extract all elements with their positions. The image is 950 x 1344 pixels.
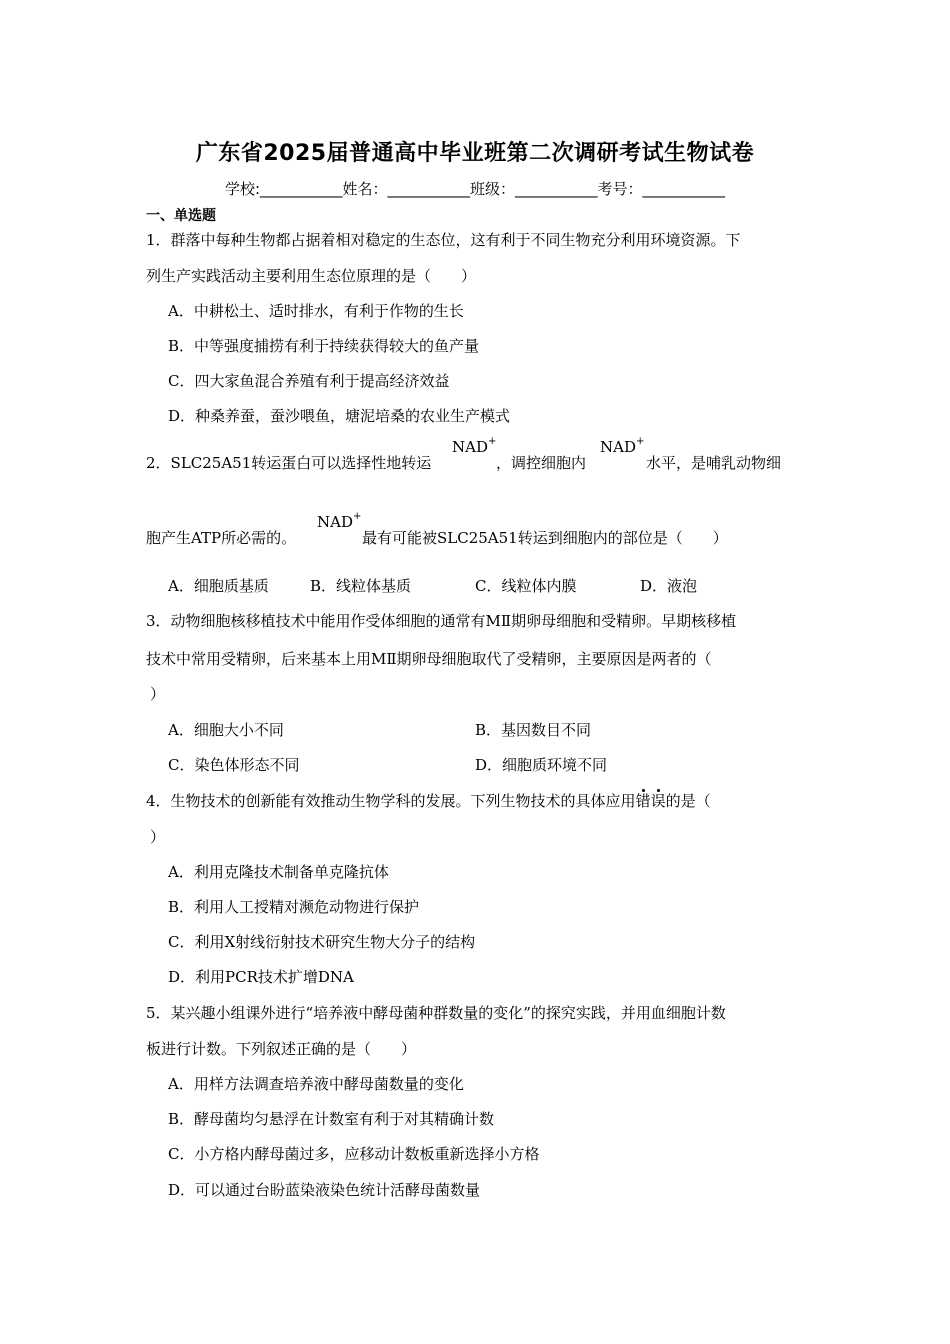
question-3-option-a: A．细胞大小不同	[168, 721, 284, 739]
class-label: 班级：	[470, 180, 516, 198]
question-1-option-d: D．种桑养蚕，蚕沙喂鱼，塘泥培桑的农业生产模式	[168, 407, 511, 425]
nad-plus-formula-3: NAD+	[317, 511, 362, 531]
school-label: 学校:	[224, 180, 260, 198]
nad-plus-formula-2: NAD+	[600, 436, 645, 456]
question-4-option-a: A．利用克隆技术制备单克隆抗体	[168, 863, 389, 881]
question-1-line-2: 列生产实践活动主要利用生态位原理的是（ ）	[146, 267, 477, 285]
question-2-option-b: B．线粒体基质	[310, 577, 412, 595]
student-info-line	[0, 178, 950, 199]
question-1-option-a: A．中耕松土、适时排水，有利于作物的生长	[168, 302, 464, 320]
question-3-line-2: 技术中常用受精卵，后来基本上用MⅡ期卵母细胞取代了受精卵，主要原因是两者的（	[146, 650, 712, 668]
question-3-option-b: B．基因数目不同	[475, 721, 592, 739]
question-5-option-b: B．酵母菌均匀悬浮在计数室有利于对其精确计数	[168, 1110, 495, 1128]
question-1-line-1: 1．群落中每种生物都占据着相对稳定的生态位，这有利于不同生物充分利用环境资源。下	[146, 231, 741, 249]
question-1-option-b: B．中等强度捕捞有利于持续获得较大的鱼产量	[168, 337, 480, 355]
section-title: 一、单选题	[146, 208, 216, 224]
question-2-line-1-part-3: 水平，是哺乳动物细	[646, 454, 782, 472]
emphasis-dot-char-2: 误	[650, 792, 666, 810]
name-label: 姓名：	[342, 180, 388, 198]
question-4-option-c: C．利用X射线衍射技术研究生物大分子的结构	[168, 933, 476, 951]
question-5-line-1: 5．某兴趣小组课外进行“培养液中酵母菌种群数量的变化”的探究实践，并用血细胞计数	[146, 1004, 726, 1022]
exam-number-blank: ___________	[642, 180, 726, 198]
class-blank: ___________	[515, 180, 598, 198]
question-2-option-c: C．线粒体内膜	[475, 577, 577, 595]
emphasis-dot-char-1: 错	[635, 792, 651, 810]
page-title: 广东省2025届普通高中毕业班第二次调研考试生物试卷	[195, 141, 755, 166]
question-2-option-d: D．液泡	[640, 577, 698, 595]
question-2-line-1-part-1: 2．SLC25A51转运蛋白可以选择性地转运	[146, 454, 432, 472]
question-4-option-d: D．利用PCR技术扩增DNA	[168, 968, 354, 986]
question-3-line-3: ）	[150, 685, 166, 703]
school-blank: ___________	[260, 180, 343, 198]
question-2-line-2-part-1: 胞产生ATP所必需的。	[146, 529, 297, 547]
question-3-option-d: D．细胞质环境不同	[475, 756, 608, 774]
nad-plus-formula-1: NAD+	[452, 436, 497, 456]
question-2-option-a: A．细胞质基质	[168, 577, 269, 595]
name-blank: ___________	[387, 180, 471, 198]
question-1-option-c: C．四大家鱼混合养殖有利于提高经济效益	[168, 372, 450, 390]
question-5-option-a: A．用样方法调查培养液中酵母菌数量的变化	[168, 1075, 464, 1093]
question-2-line-2-part-2: 最有可能被SLC25A51转运到细胞内的部位是（ ）	[362, 529, 728, 547]
question-2-line-1-part-2: ，调控细胞内	[496, 454, 587, 472]
question-3-option-c: C．染色体形态不同	[168, 756, 300, 774]
question-4-line-2: ）	[150, 828, 166, 846]
question-4-line-1: 4．生物技术的创新能有效推动生物学科的发展。下列生物技术的具体应用错误的是（	[146, 792, 711, 810]
exam-number-label: 考号：	[597, 180, 643, 198]
question-5-option-d: D．可以通过台盼蓝染液染色统计活酵母菌数量	[168, 1181, 481, 1199]
question-3-line-1: 3．动物细胞核移植技术中能用作受体细胞的通常有MⅡ期卵母细胞和受精卵。早期核移植	[146, 612, 737, 630]
question-5-option-c: C．小方格内酵母菌过多，应移动计数板重新选择小方格	[168, 1145, 540, 1163]
question-5-line-2: 板进行计数。下列叙述正确的是（ ）	[146, 1040, 417, 1058]
question-4-option-b: B．利用人工授精对濒危动物进行保护	[168, 898, 420, 916]
